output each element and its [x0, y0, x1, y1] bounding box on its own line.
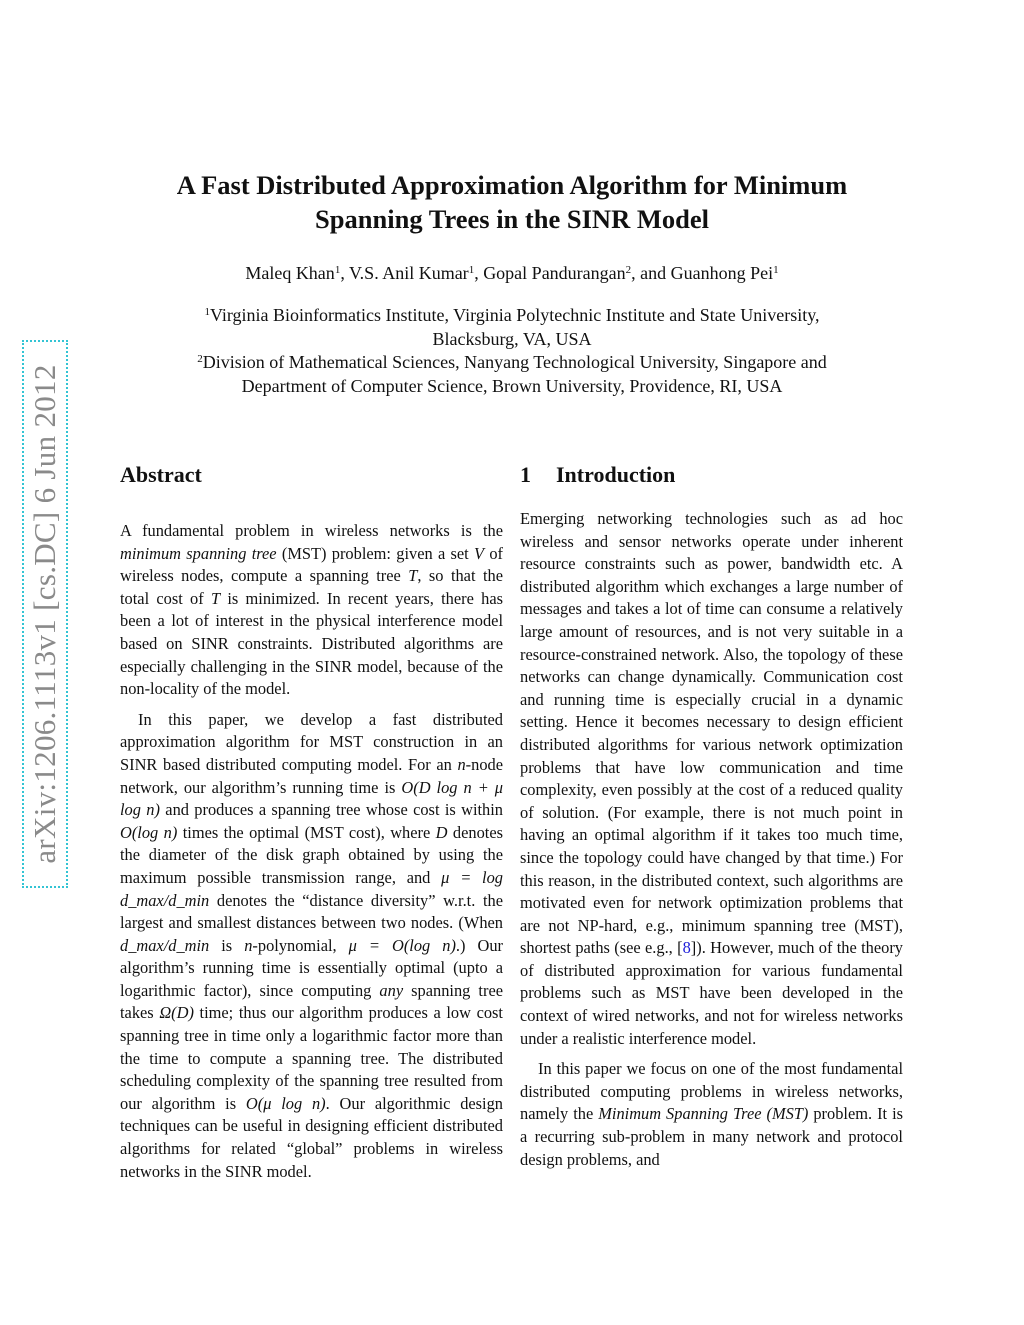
math-symbol: n: [244, 935, 253, 955]
text-run: . Our algorithmic design techniques can be useful in designing efficient distributed algorithms for related “global” problems in wireless networks in the SINR model.: [120, 1093, 503, 1181]
intro-paragraph-2: [520, 1058, 903, 1171]
text-run: denotes the diameter of the disk graph obtained by using the maximum possible transmission range, and: [120, 822, 503, 887]
title-line-1: A Fast Distributed Approximation Algorithm for Minimum: [176, 170, 848, 200]
affil-mark: 2: [197, 353, 203, 365]
abstract-heading: Abstract: [120, 462, 202, 487]
text-run: In this paper we focus on one of the most fundamental distributed computing problems in wireless networks, namely the: [520, 1059, 903, 1124]
affiliation-2: [100, 351, 924, 375]
text-run: A fundamental problem in wireless networks is the: [120, 521, 503, 540]
math-expression: Ω(D): [159, 1003, 194, 1023]
text-run: -node network, our algorithm’s running time is: [120, 754, 503, 797]
arxiv-stamp[interactable]: [22, 340, 68, 888]
text-run: In this paper, we develop a fast distributed approximation algorithm for MST construction in an SINR based distributed computing model. For an: [120, 709, 503, 774]
text-run: and produces a spanning tree whose cost is within: [159, 800, 503, 820]
text-run: of wireless nodes, compute a spanning tree: [120, 543, 503, 586]
author-name: Maleq Khan: [245, 263, 335, 283]
math-symbol: T: [408, 566, 418, 586]
text-run: problem. It is a recurring sub-problem in many network and protocol design problems, and: [520, 1104, 903, 1169]
paper-title: [0, 168, 1024, 236]
text-run: ]). However, much of the theory of distributed approximation for various fundamental problems such as MST have been developed in the context of wired networks, and not for wireless networks under a realistic interference model.: [520, 938, 903, 1048]
text-run: times the optimal (MST cost), where: [177, 822, 436, 842]
introduction-column: [520, 460, 903, 1171]
affiliation-1: [100, 304, 924, 328]
affiliations: [100, 304, 924, 398]
author-name: Gopal Pandurangan: [483, 263, 626, 283]
math-symbol: D: [435, 822, 448, 842]
affiliation-1-cont: Blacksburg, VA, USA: [432, 328, 592, 349]
text-run: -polynomial,: [252, 935, 349, 955]
emphasis: Minimum Spanning Tree (MST): [598, 1104, 809, 1124]
author-affil-mark: 1: [773, 264, 779, 276]
abstract-column: [120, 460, 503, 1183]
text-run: .) Our algorithm’s running time is essentially optimal (upto a logarithmic factor), since computing: [120, 935, 503, 1000]
emphasis: any: [379, 980, 404, 1000]
author-name: Guanhong Pei: [670, 263, 774, 283]
affil-text: Division of Mathematical Sciences, Nanyang Technological University, Singapore and: [202, 352, 827, 372]
math-symbol: n: [457, 754, 466, 774]
author-affil-mark: 2: [625, 264, 632, 276]
author-name: V.S. Anil Kumar: [349, 263, 469, 283]
title-line-2: Spanning Trees in the SINR Model: [315, 204, 709, 234]
citation-link[interactable]: 8: [682, 938, 691, 958]
introduction-heading: [520, 460, 903, 490]
text-run: , so that the total cost of: [120, 566, 503, 608]
section-title: Introduction: [556, 462, 676, 487]
text-run: is: [209, 935, 245, 955]
author-affil-mark: 1: [468, 264, 475, 276]
math-expression: μ = log d_max/d_min: [120, 867, 503, 910]
text-run: denotes the “distance diversity” w.r.t. the largest and smallest distances between two nodes. (When: [120, 890, 503, 933]
author-separator: , and: [631, 263, 671, 283]
text-run: spanning tree takes: [120, 980, 503, 1023]
math-symbol: T: [210, 588, 221, 608]
emphasis: minimum spanning tree: [120, 543, 277, 563]
math-expression: O(log n): [120, 822, 178, 842]
author-separator: ,: [340, 263, 349, 283]
abstract-paragraph-2: [120, 709, 503, 1183]
author-list: [0, 260, 1024, 286]
abstract-paragraph-1: [120, 520, 503, 701]
text-run: time; thus our algorithm produces a low cost spanning tree in time only a logarithmic factor more than the time to compute a spanning tree. The distributed scheduling complexity of the spanning tree resulted from our algorithm is: [120, 1003, 503, 1113]
arxiv-stamp-text: arXiv:1206.1113v1 [cs.DC] 6 Jun 2012: [27, 364, 62, 864]
intro-paragraph-1: [520, 508, 903, 1050]
affil-text: Virginia Bioinformatics Institute, Virginia Polytechnic Institute and State University,: [209, 305, 820, 325]
author-separator: ,: [474, 263, 484, 283]
text-run: (MST) problem: given a set: [276, 543, 475, 563]
affiliation-2-cont: Department of Computer Science, Brown University, Providence, RI, USA: [241, 375, 783, 396]
text-run: Emerging networking technologies such as ad hoc wireless and sensor networks operate under inherent resource constraints such as power, bandwidth etc. A distributed algorithm which exchanges a large number of messages and takes a lot of time can consume a relatively large amount of resources, and is not very suitable in a resource-constrained network. Also, the topology of these networks can change dynamically. Communication cost and running time is especially crucial in a dynamic setting. Hence it becomes necessary to design efficient distributed algorithms for various network optimization problems that have low communication and time complexity, even possibly at the cost of a reduced quality of solution. (For example, there is not much point in having an optimal algorithm if it takes too much time, since the topology could have changed by that time.) For this reason, in the distributed context, such algorithms are motivated even for network optimization problems that are not NP-hard, e.g., minimum spanning tree (MST), shortest paths (see e.g., [: [520, 509, 903, 958]
math-expression: O(D log n + μ log n): [120, 777, 503, 820]
affil-mark: 1: [204, 306, 210, 318]
section-number: 1: [520, 462, 531, 487]
math-expression: d_max/d_min: [120, 935, 210, 955]
math-expression: μ = O(log n): [348, 935, 456, 955]
math-symbol: V: [474, 543, 485, 563]
text-run: is minimized. In recent years, there has been a lot of interest in the physical interference model based on SINR constraints. Distributed algorithms are especially challenging in the SINR model, because of the non-locality of the model.: [120, 588, 503, 699]
math-expression: O(μ log n): [245, 1093, 326, 1113]
author-affil-mark: 1: [334, 264, 341, 276]
